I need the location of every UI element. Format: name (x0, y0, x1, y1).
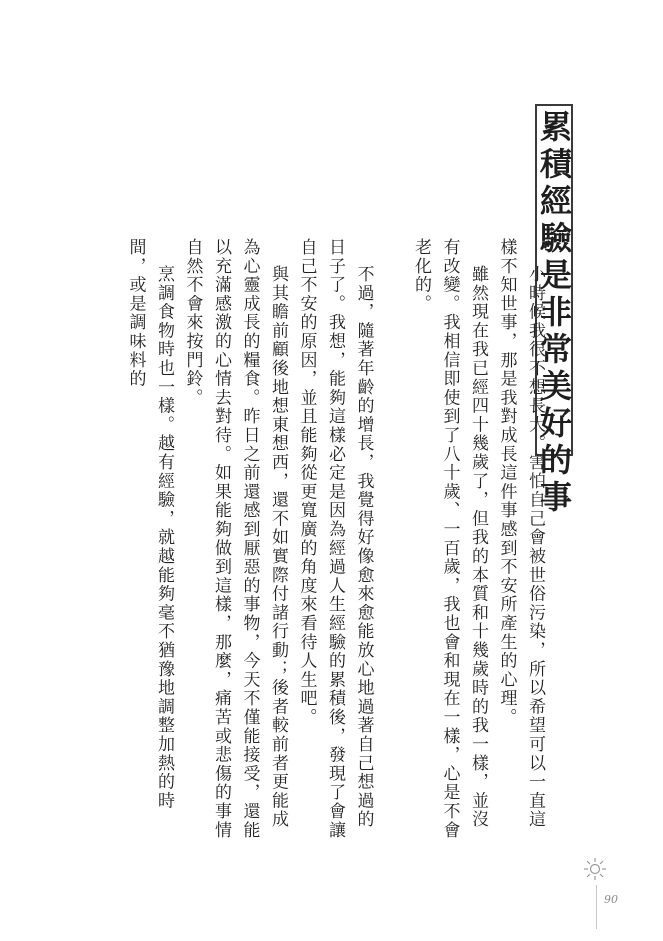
paragraph-4: 與其瞻前顧後地想東想西，還不如實際付諸行動；後者較前者更能成為心靈成長的糧食。昨日之前還感到厭惡的事物，今天不僅能接受，還能以充滿感激的心情去對待。如果能夠做到這樣，那麼，痛苦或悲傷的事情自然不會來按門鈴。 (182, 238, 288, 840)
paragraph-gap (378, 238, 407, 844)
page-number: 90 (604, 893, 618, 906)
page-number-divider (596, 885, 597, 929)
paragraph-3: 不過，隨著年齡的增長，我覺得好像愈來愈能放心地過著自己想過的日子了。我想，能夠這樣必定是因為經過人生經驗的累積後，發現了會讓自己不安的原因，並且能夠從更寬廣的角度來看待人生吧。 (296, 238, 374, 840)
chapter-title: 累積經驗是非常美好的事 (535, 110, 573, 517)
sun-ornament-icon (582, 856, 608, 882)
body-text (121, 238, 549, 844)
paragraph-1: 小時候我很不想長大。害怕自己會被世俗污染，所以希望可以一直這樣不知世事，那是我對成長這件事感到不安所產生的心理。 (496, 238, 545, 830)
paragraph-2: 雖然現在我已經四十幾歲了，但我的本質和十幾歲時的我一樣，並沒有改變。我相信即使到了八十歲、一百歲，我也會和現在一樣，心是不會老化的。 (411, 238, 488, 840)
paragraph-5: 烹調食物時也一樣。越有經驗，就越能夠毫不猶豫地調整加熱的時間，或是調味料的 (125, 238, 174, 811)
